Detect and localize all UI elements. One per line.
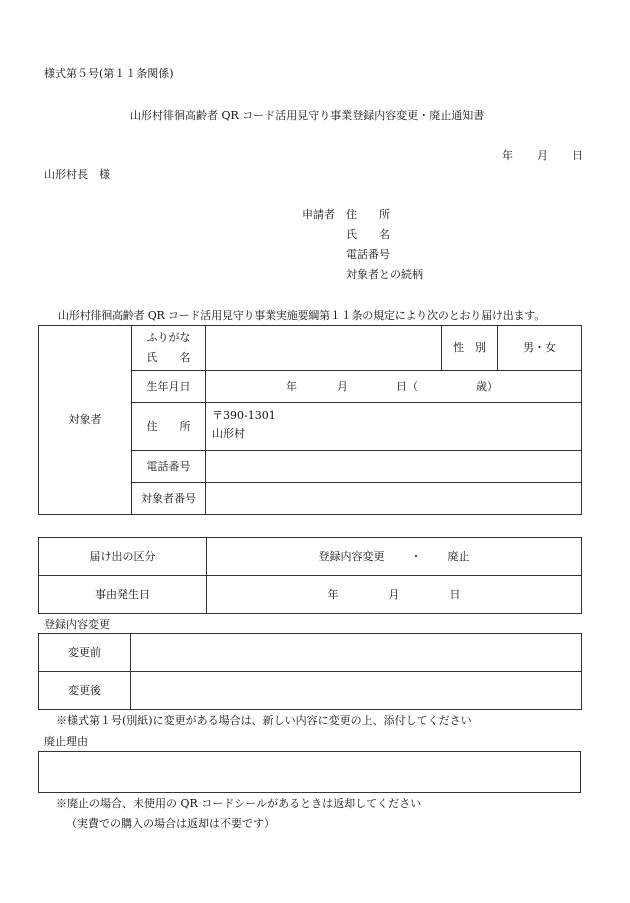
abolish-note-1: ※廃止の場合、未使用の QR コードシールがあるときは返却してください	[56, 797, 422, 810]
furigana-label: ふりがな	[146, 331, 191, 344]
date-month: 月	[537, 149, 548, 162]
subject-address-label: 住 所	[132, 403, 206, 451]
notice-type-label: 届け出の区分	[39, 538, 207, 576]
subject-phone-field[interactable]	[206, 451, 582, 483]
occurrence-date-label: 事由発生日	[39, 576, 207, 614]
applicant-phone-label: 電話番号	[346, 248, 390, 261]
abolish-reason-field[interactable]	[38, 751, 581, 793]
option-separator: ・	[410, 549, 422, 563]
subject-table	[38, 325, 582, 515]
date-line	[502, 149, 583, 162]
birth-day: 日（	[396, 379, 418, 393]
abolish-section-title: 廃止理由	[44, 735, 88, 748]
before-field[interactable]	[131, 634, 582, 672]
occ-day: 日	[449, 587, 461, 601]
notice-type-field[interactable]	[207, 538, 582, 576]
subject-id-label: 対象者番号	[132, 483, 206, 515]
subject-address-field[interactable]	[206, 403, 582, 451]
abolish-note-2: （実費での購入の場合は返却は不要です）	[66, 817, 275, 830]
after-field[interactable]	[131, 672, 582, 710]
applicant-relation-label: 対象者との続柄	[346, 268, 423, 281]
subject-name-label-cell	[132, 326, 206, 371]
before-label: 変更前	[39, 634, 131, 672]
addressee: 山形村長 様	[44, 168, 110, 181]
applicant-label: 申請者	[302, 208, 335, 221]
notice-table	[38, 537, 582, 614]
birth-month: 月	[337, 379, 348, 393]
village-name: 山形村	[212, 427, 245, 440]
change-section-title: 登録内容変更	[44, 618, 110, 631]
subject-phone-label: 電話番号	[132, 451, 206, 483]
birth-year: 年	[286, 379, 297, 393]
change-note: ※様式第１号(別紙)に変更がある場合は、新しい内容に変更の上、添付してください	[56, 714, 472, 727]
gender-field[interactable]: 男・女	[498, 326, 582, 371]
postal-code: 〒390-1301	[212, 409, 276, 422]
date-year: 年	[502, 149, 513, 162]
form-number: 様式第５号(第１１条関係)	[44, 67, 174, 80]
subject-section-label: 対象者	[39, 326, 132, 515]
date-day: 日	[572, 149, 583, 162]
occurrence-date-field[interactable]	[207, 576, 582, 614]
applicant-address-label: 住 所	[346, 208, 390, 221]
name-label: 氏 名	[146, 351, 191, 364]
option-change[interactable]: 登録内容変更	[318, 549, 385, 563]
document-title: 山形村徘徊高齢者 QR コード活用見守り事業登録内容変更・廃止通知書	[130, 109, 485, 122]
occ-year: 年	[327, 587, 339, 601]
subject-id-field[interactable]	[206, 483, 582, 515]
birthdate-label: 生年月日	[132, 371, 206, 403]
occ-month: 月	[388, 587, 400, 601]
birthdate-field[interactable]	[206, 371, 582, 403]
change-table	[38, 633, 582, 710]
intro-text: 山形村徘徊高齢者 QR コード活用見守り事業実施要綱第１１条の規定により次のとおり届け出ます。	[58, 309, 546, 322]
applicant-name-label: 氏 名	[346, 228, 390, 241]
after-label: 変更後	[39, 672, 131, 710]
gender-label: 性 別	[442, 326, 498, 371]
subject-name-field[interactable]	[206, 326, 442, 371]
option-abolish[interactable]: 廃止	[447, 549, 470, 563]
birth-age: 歳）	[476, 379, 498, 393]
